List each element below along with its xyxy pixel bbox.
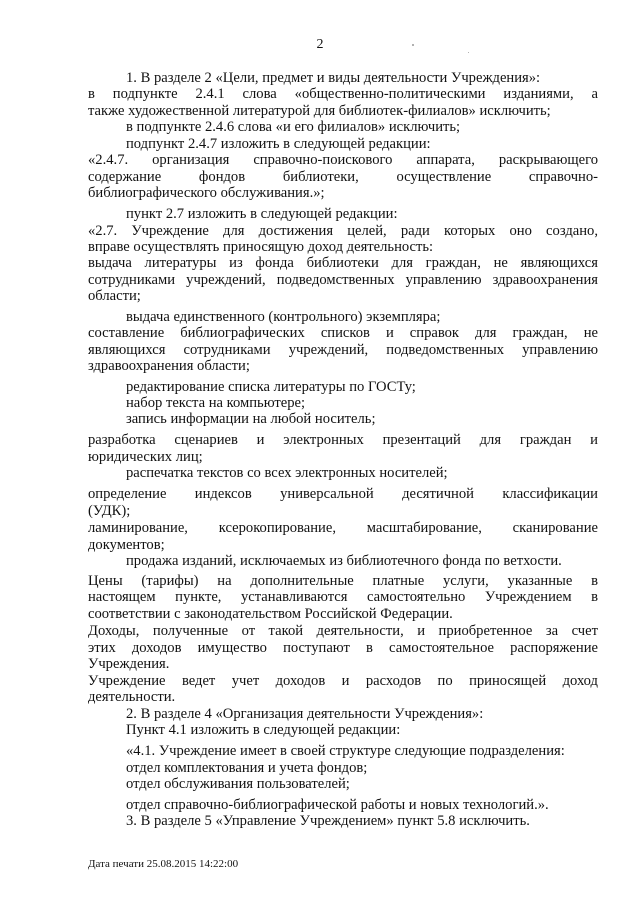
text-line: подпункт 2.4.7 изложить в следующей редакции: <box>126 136 431 152</box>
scan-speck <box>468 52 469 53</box>
text-line: в подпункте 2.4.1 слова «общественно-политическими изданиями, а <box>88 86 598 102</box>
text-line: юридических лиц; <box>88 449 203 465</box>
text-line: сотрудниками учреждений, подведомственных управлению здравоохранения <box>88 272 598 288</box>
text-line: пункт 2.7 изложить в следующей редакции: <box>126 206 398 222</box>
text-line: «2.7. Учреждение для достижения целей, ради которых оно создано, <box>88 223 598 239</box>
text-line: настоящем пункте, устанавливаются самостоятельно Учреждением в <box>88 589 598 605</box>
text-line: запись информации на любой носитель; <box>126 411 376 427</box>
text-line: «4.1. Учреждение имеет в своей структуре следующие подразделения: <box>126 743 565 759</box>
text-line: отдел обслуживания пользователей; <box>126 776 350 792</box>
text-line: области; <box>88 288 141 304</box>
text-line: Учреждения. <box>88 656 170 672</box>
text-line: 2. В разделе 4 «Организация деятельности Учреждения»: <box>126 706 484 722</box>
text-line: 1. В разделе 2 «Цели, предмет и виды деятельности Учреждения»: <box>126 70 541 86</box>
scan-speck <box>412 44 414 46</box>
text-line: ламинирование, ксерокопирование, масштабирование, сканирование <box>88 520 598 536</box>
text-line: в подпункте 2.4.6 слова «и его филиалов» исключить; <box>126 119 461 135</box>
text-line: выдача единственного (контрольного) экземпляра; <box>126 309 441 325</box>
text-line: Пункт 4.1 изложить в следующей редакции: <box>126 722 401 738</box>
text-line: документов; <box>88 537 165 553</box>
text-line: здравоохранения области; <box>88 358 250 374</box>
text-line: содержание фондов библиотеки, осуществление справочно- <box>88 169 598 185</box>
text-line: определение индексов универсальной десятичной классификации <box>88 486 598 502</box>
text-line: Доходы, полученные от такой деятельности, и приобретенное за счет <box>88 623 598 639</box>
text-line: (УДК); <box>88 503 131 519</box>
text-line: этих доходов имущество поступают в самостоятельное распоряжение <box>88 640 598 656</box>
text-line: выдача литературы из фонда библиотеки для граждан, не являющихся <box>88 255 598 271</box>
text-line: отдел комплектования и учета фондов; <box>126 760 368 776</box>
text-line: разработка сценариев и электронных презентаций для граждан и <box>88 432 598 448</box>
text-line: продажа изданий, исключаемых из библиотечного фонда по ветхости. <box>126 553 562 569</box>
page-number: 2 <box>316 37 324 52</box>
text-line: деятельности. <box>88 689 176 705</box>
text-line: библиографического обслуживания.»; <box>88 185 325 201</box>
text-line: «2.4.7. организация справочно-поискового аппарата, раскрывающего <box>88 152 598 168</box>
text-line: Учреждение ведет учет доходов и расходов по приносящей доход <box>88 673 598 689</box>
text-line: также художественной литературой для библиотек-филиалов» исключить; <box>88 103 551 119</box>
print-date-footer: Дата печати 25.08.2015 14:22:00 <box>88 858 239 870</box>
text-line: вправе осуществлять приносящую доход деятельность: <box>88 239 434 255</box>
text-line: распечатка текстов со всех электронных носителей; <box>126 465 448 481</box>
text-line: составление библиографических списков и справок для граждан, не <box>88 325 598 341</box>
text-line: редактирование списка литературы по ГОСТу; <box>126 379 416 395</box>
text-line: 3. В разделе 5 «Управление Учреждением» пункт 5.8 исключить. <box>126 813 530 829</box>
text-line: отдел справочно-библиографической работы и новых технологий.». <box>126 797 549 813</box>
text-line: Цены (тарифы) на дополнительные платные услуги, указанные в <box>88 573 598 589</box>
text-line: набор текста на компьютере; <box>126 395 306 411</box>
text-line: являющихся сотрудниками учреждений, подведомственных управлению <box>88 342 598 358</box>
text-line: соответствии с законодательством Российской Федерации. <box>88 606 453 622</box>
